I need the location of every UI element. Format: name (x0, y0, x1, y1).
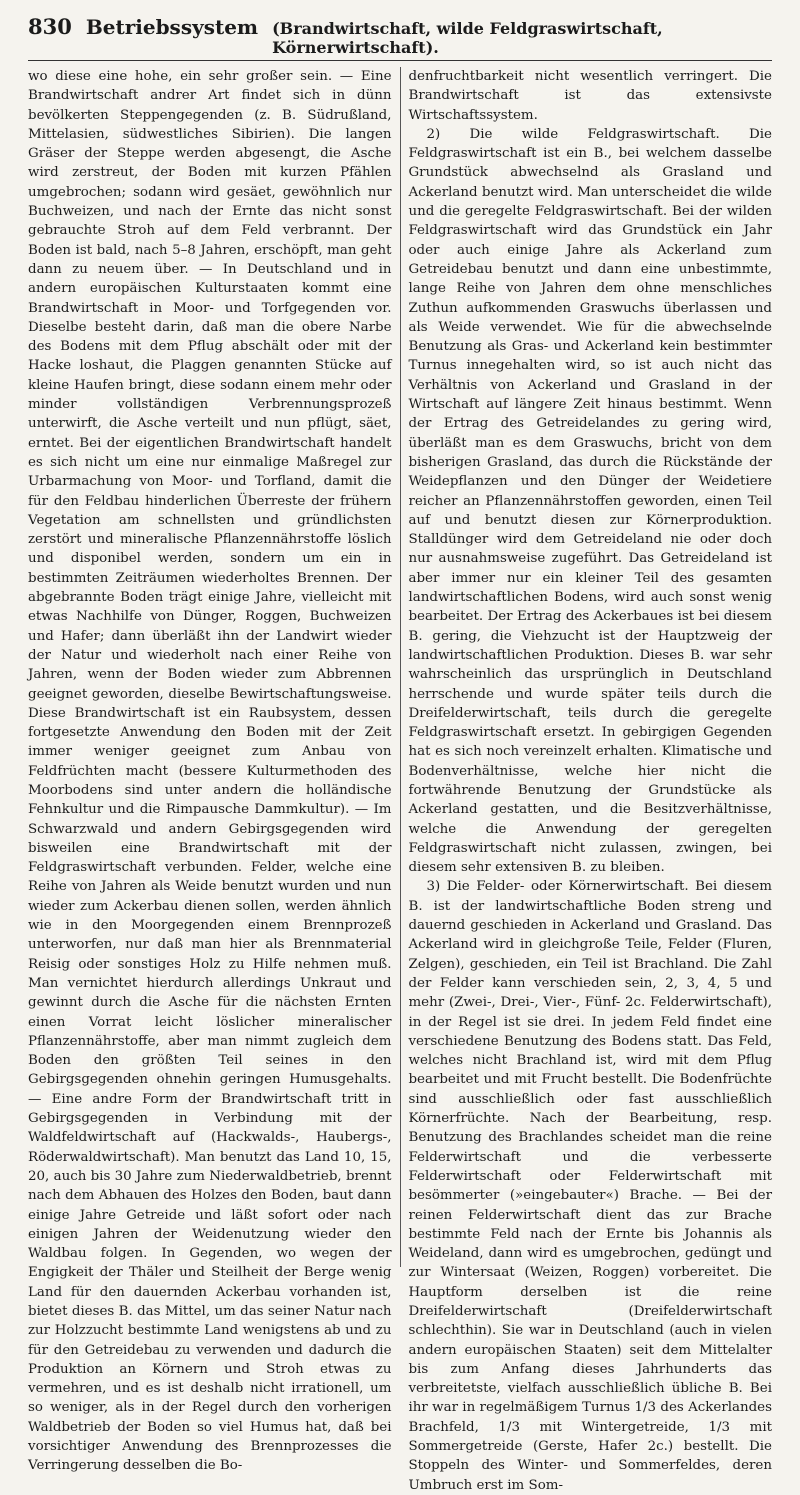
running-header (28, 14, 772, 61)
right-paragraph-2: 2) Die wilde Feldgraswirtschaft. Die Feldgraswirtschaft ist ein B., bei welchem dasselbe Grundstück abwechselnd als Grasland und Ackerland benutzt wird. Man unterscheidet die wilde und die geregelte Feldgraswirtschaft. Bei der wilden Feldgraswirtschaft wird das Grundstück ein Jahr oder auch einige Jahre als Ackerland zum Getreidebau benutzt und dann eine unbestimmte, lange Reihe von Jahren dem ohne menschliches Zuthun aufkommenden Graswuchs überlassen und als Weide verwendet. Wie für die abwechselnde Benutzung als Gras- und Ackerland kein bestimmter Turnus innegehalten wird, so ist auch nicht das Verhältnis von Ackerland und Grasland in der Wirtschaft auf längere Zeit hinaus bestimmt. Wenn der Ertrag des Getreidelandes zu gering wird, überläßt man es dem Graswuchs, bricht von dem bisherigen Grasland, das durch die Rückstände der Weidepflanzen und den Dünger der Weidetiere reicher an Pflanzennährstoffen geworden, einen Teil auf und benutzt diesen zur Körnerproduktion. Stalldünger wird dem Getreideland nie oder doch nur ausnahmsweise zugeführt. Das Getreideland ist aber immer nur ein kleiner Teil des gesamten landwirtschaftlichen Bodens, wird auch sonst wenig bearbeitet. Der Ertrag des Ackerbaues ist bei diesem B. gering, die Viehzucht ist der Hauptzweig der landwirtschaftlichen Produktion. Dieses B. war sehr wahrscheinlich das ursprünglich in Deutschland herrschende und wurde später teils durch die Dreifelderwirtschaft, teils durch die geregelte Feldgraswirtschaft ersetzt. In gebirgigen Gegenden hat es sich noch vereinzelt erhalten. Klimatische und Bodenverhältnisse, welche hier nicht die fortwährende Benutzung der Grundstücke als Ackerland gestatten, und die Besitzverhältnisse, welche die Anwendung der geregelten Feldgraswirtschaft nicht zulassen, zwingen, bei diesem sehr extensiven B. zu bleiben. (408, 126, 772, 876)
page-number: 830 (28, 14, 72, 39)
right-paragraph-1: denfruchtbarkeit nicht wesentlich verringert. Die Brandwirtschaft ist das extensivste Wirtschaftssystem. (408, 69, 772, 123)
right-paragraph-3: 3) Die Felder- oder Körnerwirtschaft. Bei diesem B. ist der landwirtschaftliche Boden streng und dauernd geschieden in Ackerland und Grasland. Das Ackerland wird in gleichgroße Teile, Felder (Fluren, Zelgen), geschieden, ein Teil ist Brachland. Die Zahl der Felder kann verschieden sein, 2, 3, 4, 5 und mehr (Zwei-, Drei-, Vier-, Fünf- 2c. Felderwirtschaft), in der Regel ist sie drei. In jedem Feld findet eine verschiedene Benutzung des Bodens statt. Das Feld, welches nicht Brachland ist, wird mit dem Pflug bearbeitet und mit Frucht bestellt. Die Bodenfrüchte sind ausschließlich oder fast ausschließlich Körnerfrüchte. Nach der Bearbeitung, resp. Benutzung des Brachlandes scheidet man die reine Felderwirtschaft und die verbesserte Felderwirtschaft oder Felderwirtschaft mit besömmerter (»eingebauter«) Brache. — Bei der reinen Felderwirtschaft dient das zur Brache bestimmte Feld nach der Ernte bis Johannis als Weideland, dann wird es umgebrochen, gedüngt und zur Wintersaat (Weizen, Roggen) vorbereitet. Die Hauptform derselben ist die reine Dreifelderwirtschaft (Dreifelderwirtschaft schlechthin). Sie war in Deutschland (auch in vielen andern europäischen Staaten) seit dem Mittelalter bis zum Anfang dieses Jahrhunderts das verbreitetste, vielfach ausschließlich übliche B. Bei ihr war in regelmäßigem Turnus 1/3 des Ackerlandes Brachfeld, 1/3 mit Wintergetreide, 1/3 mit Sommergetreide (Gerste, Hafer 2c.) bestellt. Die Stoppeln des Winter- und Sommerfeldes, deren Umbruch erst im Som- (408, 879, 772, 1493)
left-paragraph-1: wo diese eine hohe, ein sehr großer sein. — Eine Brandwirtschaft andrer Art findet sich in dünn bevölkerten Steppengegenden (z. B. Südrußland, Mittelasien, südwestliches Sibirien). Die langen Gräser der Steppe werden abgesengt, die Asche wird zerstreut, der Boden mit kurzen Pfählen umgebrochen; sodann wird gesäet, gewöhnlich nur Buchweizen, und nach der Ernte das nicht sonst gebrauchte Stroh auf dem Feld verbrannt. Der Boden ist bald, nach 5–8 Jahren, erschöpft, man geht dann zu neuem über. — In Deutschland und in andern europäischen Kulturstaaten kommt eine Brandwirtschaft in Moor- und Torfgegenden vor. Dieselbe besteht darin, daß man die obere Narbe des Bodens mit dem Pflug abschält oder mit der Hacke loshaut, die Plaggen genannten Stücke auf kleine Haufen bringt, diese sodann einem mehr oder minder vollständigen Verbrennungsprozeß unterwirft, die Asche verteilt und nun pflügt, säet, erntet. Bei der eigentlichen Brandwirtschaft handelt es sich nicht um eine nur einmalige Maßregel zur Urbarmachung von Moor- und Torfland, damit die für den Feldbau hinderlichen Überreste der frühern Vegetation am schnellsten und gründlichsten zerstört und mineralische Pflanzennährstoffe löslich und disponibel werden, sondern um ein in bestimmten Zeiträumen wiederholtes Brennen. Der abgebrannte Boden trägt einige Jahre, vielleicht mit etwas Nachhilfe von Dünger, Roggen, Buchweizen und Hafer; dann überläßt ihn der Landwirt wieder der Natur und wiederholt nach einer Reihe von Jahren, wenn der Boden wieder zum Abbrennen geeignet geworden, dieselbe Bewirtschaftungsweise. Diese Brandwirtschaft ist ein Raubsystem, dessen fortgesetzte Anwendung den Boden mit der Zeit immer weniger geeignet zum Anbau von Feldfrüchten macht (bessere Kulturmethoden des Moorbodens sind unter andern die holländische Fehnkultur und die Rimpausche Dammkultur). — Im Schwarzwald und andern Gebirgsgegenden wird bisweilen eine Brandwirtschaft mit der Feldgraswirtschaft verbunden. Felder, welche eine Reihe von Jahren als Weide benutzt wurden und nun wieder zum Ackerbau dienen sollen, werden ähnlich wie in den Moorgegenden einem Brennprozeß unterworfen, nur daß man hier als Brennmaterial Reisig oder sonstiges Holz zu Hilfe nehmen muß. Man vernichtet hierdurch allerdings Unkraut und gewinnt durch die Asche für die nächsten Ernten einen Vorrat leicht löslicher mineralischer Pflanzennährstoffe, aber man nimmt zugleich dem Boden den größten Teil seines in den Gebirgsgegenden ohnehin geringen Humusgehalts. — Eine andre Form der Brandwirtschaft tritt in Gebirgsgegenden in Verbindung mit der Waldfeldwirtschaft auf (Hackwalds-, Haubergs-, Röderwaldwirtschaft). Man benutzt das Land 10, 15, 20, auch bis 30 Jahre zum Niederwaldbetrieb, brennt nach dem Abhauen des Holzes den Boden, baut dann einige Jahre Getreide und läßt sofort oder nach einigen Jahren der Weidenutzung wieder den Waldbau folgen. In Gegenden, wo wegen der Engigkeit der Thäler und Steilheit der Berge wenig Land für den dauernden Ackerbau vorhanden ist, bietet dieses B. das Mittel, um das seiner Natur nach zur Holzzucht bestimmte Land wenigstens ab und zu für den Getreidebau zu verwenden und dadurch die Produktion an Körnern und Stroh etwas zu vermehren, und es ist deshalb nicht irrationell, um so weniger, als in der Regel durch den vorherigen Waldbetrieb der Boden so viel Humus hat, daß bei vorsichtiger Anwendung des Brennprozesses die Verringerung desselben die Bo- (28, 69, 392, 1474)
left-column (28, 67, 392, 1474)
text-columns (28, 67, 772, 1493)
right-column (408, 67, 772, 1493)
running-title: Betriebssystem (85, 15, 259, 39)
column-divider (400, 67, 401, 1267)
running-subtitle: (Brandwirtschaft, wilde Feldgraswirtschaft, Körnerwirtschaft). (272, 19, 663, 57)
